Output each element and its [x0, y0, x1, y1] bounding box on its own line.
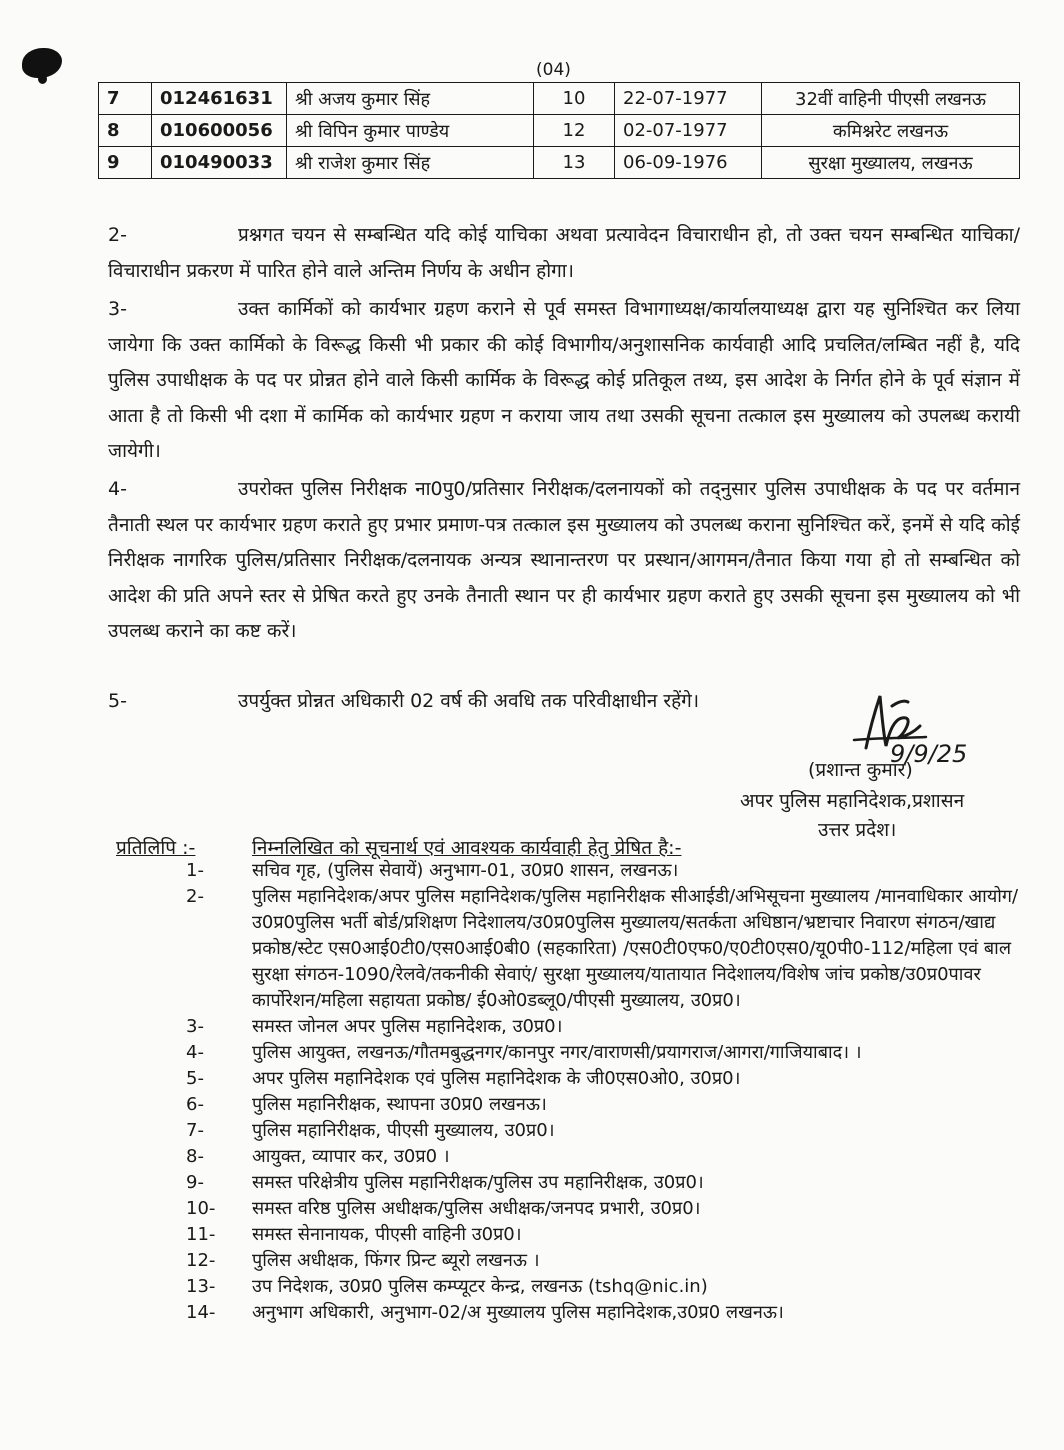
- list-item: [186, 1170, 1036, 1196]
- item-number: 10-: [186, 1198, 216, 1219]
- item-number: 7-: [186, 1120, 204, 1141]
- officer-table: [98, 82, 1020, 179]
- item-text: सचिव गृह, (पुलिस सेवायें) अनुभाग-01, उ0प्र0 शासन, लखनऊ।: [252, 860, 679, 881]
- list-item: [186, 1248, 1036, 1274]
- pno-number: 010490033: [152, 147, 287, 179]
- date-of-birth: 02-07-1977: [615, 115, 762, 147]
- table-row: [99, 147, 1020, 179]
- item-number: 8-: [186, 1146, 204, 1167]
- table-row: [99, 83, 1020, 115]
- list-item: [186, 1092, 1036, 1118]
- item-number: 4-: [186, 1042, 204, 1063]
- item-text: समस्त वरिष्ठ पुलिस अधीक्षक/पुलिस अधीक्षक/जनपद प्रभारी, उ0प्र0।: [252, 1198, 701, 1219]
- copy-intro: निम्नलिखित को सूचनार्थ एवं आवश्यक कार्यवाही हेतु प्रेषित है:-: [252, 837, 682, 859]
- posting-unit: 32वीं वाहिनी पीएसी लखनऊ: [762, 83, 1020, 115]
- paragraph-number: 5-: [108, 690, 127, 712]
- item-text: समस्त सेनानायक, पीएसी वाहिनी उ0प्र0।: [252, 1224, 522, 1245]
- serial-number: 7: [99, 83, 152, 115]
- item-number: 9-: [186, 1172, 204, 1193]
- item-text: समस्त जोनल अपर पुलिस महानिदेशक, उ0प्र0।: [252, 1016, 563, 1037]
- item-number: 5-: [186, 1068, 204, 1089]
- table-row: [99, 115, 1020, 147]
- copy-label: प्रतिलिपि :-: [116, 837, 196, 859]
- paragraph-3: [108, 292, 1020, 470]
- item-number: 6-: [186, 1094, 204, 1115]
- officer-name: श्री विपिन कुमार पाण्डेय: [287, 115, 534, 147]
- list-item: [186, 1066, 1036, 1092]
- item-number: 1-: [186, 860, 204, 881]
- item-number: 13-: [186, 1276, 216, 1297]
- page-number: (04): [536, 60, 571, 80]
- item-number: 2-: [186, 886, 204, 907]
- paragraph-number: 4-: [108, 478, 127, 500]
- signatory-name: (प्रशान्त कुमार): [808, 759, 913, 781]
- officer-name: श्री राजेश कुमार सिंह: [287, 147, 534, 179]
- item-number: 3-: [186, 1016, 204, 1037]
- item-text: पुलिस महानिरीक्षक, पीएसी मुख्यालय, उ0प्र0।: [252, 1120, 555, 1141]
- item-text: अपर पुलिस महानिदेशक एवं पुलिस महानिदेशक के जी0एस0ओ0, उ0प्र0।: [252, 1068, 741, 1089]
- posting-unit: सुरक्षा मुख्यालय, लखनऊ: [762, 147, 1020, 179]
- list-item: [186, 1040, 1036, 1066]
- paragraph-text: उक्त कार्मिकों को कार्यभार ग्रहण कराने से पूर्व समस्त विभागाध्यक्ष/कार्यालयाध्यक्ष द्वारा यह सुनिश्चित कर लिया जायेगा कि उक्त कार्मिको के विरूद्ध किसी भी प्रकार की कोई विभागीय/अनुशासनिक कार्यवाही आदि प्रचलित/लम्बित नहीं है, यदि पुलिस उपाधीक्षक के पद पर प्रोन्नत होने वाले किसी कार्मिक के विरूद्ध कोई प्रतिकूल तथ्य, इस आदेश के निर्गत होने के पूर्व संज्ञान में आता है तो किसी भी दशा में कार्मिक को कार्यभार ग्रहण न कराया जाय तथा उसकी सूचना तत्काल इस मुख्यालय को उपलब्ध करायी जायेगी।: [108, 298, 1020, 462]
- pno-number: 012461631: [152, 83, 287, 115]
- item-text: आयुक्त, व्यापार कर, उ0प्र0 ।: [252, 1146, 450, 1167]
- officer-name: श्री अजय कुमार सिंह: [287, 83, 534, 115]
- serial-number: 9: [99, 147, 152, 179]
- item-text: उप निदेशक, उ0प्र0 पुलिस कम्प्यूटर केन्द्र, लखनऊ (tshq@nic.in): [252, 1276, 708, 1297]
- list-item: [186, 858, 1036, 884]
- list-item: [186, 1300, 1036, 1326]
- pno-number: 010600056: [152, 115, 287, 147]
- posting-unit: कमिश्नरेट लखनऊ: [762, 115, 1020, 147]
- item-text: पुलिस महानिरीक्षक, स्थापना उ0प्र0 लखनऊ।: [252, 1094, 547, 1115]
- item-number: 11-: [186, 1224, 216, 1245]
- item-text: अनुभाग अधिकारी, अनुभाग-02/अ मुख्यालय पुलिस महानिदेशक,उ0प्र0 लखनऊ।: [252, 1302, 784, 1323]
- seniority-number: 10: [534, 83, 615, 115]
- list-item: [186, 1196, 1036, 1222]
- seniority-number: 12: [534, 115, 615, 147]
- item-number: 12-: [186, 1250, 216, 1271]
- list-item: [186, 1144, 1036, 1170]
- item-text: समस्त परिक्षेत्रीय पुलिस महानिरीक्षक/पुलिस उप महानिरीक्षक, उ0प्र0।: [252, 1172, 704, 1193]
- list-item: [186, 1222, 1036, 1248]
- item-text: पुलिस अधीक्षक, फिंगर प्रिन्ट ब्यूरो लखनऊ ।: [252, 1250, 540, 1271]
- signatory-designation: अपर पुलिस महानिदेशक,प्रशासन: [740, 790, 965, 812]
- copy-list: [186, 858, 1036, 1326]
- paragraph-4: [108, 472, 1020, 650]
- seniority-number: 13: [534, 147, 615, 179]
- paragraph-number: 2-: [108, 224, 127, 246]
- date-of-birth: 22-07-1977: [615, 83, 762, 115]
- signatory-state: उत्तर प्रदेश।: [818, 819, 897, 841]
- list-item: [186, 1014, 1036, 1040]
- date-of-birth: 06-09-1976: [615, 147, 762, 179]
- list-item: [186, 1274, 1036, 1300]
- paragraph-text: उपर्युक्त प्रोन्नत अधिकारी 02 वर्ष की अवधि तक परिवीक्षाधीन रहेंगे।: [238, 690, 700, 712]
- paragraph-number: 3-: [108, 298, 127, 320]
- item-number: 14-: [186, 1302, 216, 1323]
- paragraph-text: प्रश्नगत चयन से सम्बन्धित यदि कोई याचिका अथवा प्रत्यावेदन विचाराधीन हो, तो उक्त चयन सम्बन्धित याचिका/विचाराधीन प्रकरण में पारित होने वाले अन्तिम निर्णय के अधीन होगा।: [108, 224, 1020, 282]
- list-item: [186, 1118, 1036, 1144]
- signature-date: 9/9/25: [890, 740, 968, 768]
- serial-number: 8: [99, 115, 152, 147]
- item-text: पुलिस महानिदेशक/अपर पुलिस महानिदेशक/पुलिस महानिरीक्षक सीआईडी/अभिसूचना मुख्यालय /मानवाधिकार आयोग/उ0प्र0पुलिस भर्ती बोर्ड/प्रशिक्षण निदेशालय/उ0प्र0पुलिस मुख्यालय/सतर्कता अधिष्ठान/भ्रष्टाचार निवारण संगठन/खाद्य प्रकोष्ठ/स्टेट एस0आई0टी0/एस0आई0बी0 (सहकारिता) /एस0टी0एफ0/ए0टी0एस0/यू0पी0-112/महिला एवं बाल सुरक्षा संगठन-1090/रेलवे/तकनीकी सेवाएं/ सुरक्षा मुख्यालय/यातायात निदेशालय/विशेष जांच प्रकोष्ठ/उ0प्र0पावर कार्पोरेशन/महिला सहायता प्रकोष्ठ/ ई0ओ0डब्लू0/पीएसी मुख्यालय, उ0प्र0।: [252, 886, 1019, 1011]
- paragraph-text: उपरोक्त पुलिस निरीक्षक ना0पु0/प्रतिसार निरीक्षक/दलनायकों को तद्नुसार पुलिस उपाधीक्षक के पद पर वर्तमान तैनाती स्थल पर कार्यभार ग्रहण कराते हुए प्रभार प्रमाण-पत्र तत्काल इस मुख्यालय को उपलब्ध कराना सुनिश्चित करें, इनमें से यदि कोई निरीक्षक नागरिक पुलिस/प्रतिसार निरीक्षक/दलनायक अन्यत्र स्थानान्तरण पर प्रस्थान/आगमन/तैनात किया गया हो तो सम्बन्धित को आदेश की प्रति अपने स्तर से प्रेषित करते हुए उनके तैनाती स्थान पर ही कार्यभार ग्रहण कराते हुए उसकी सूचना इस मुख्यालय को भी उपलब्ध कराने का कष्ट करें।: [108, 478, 1020, 642]
- item-text: पुलिस आयुक्त, लखनऊ/गौतमबुद्धनगर/कानपुर नगर/वाराणसी/प्रयागराज/आगरा/गाजियाबाद। ।: [252, 1042, 862, 1063]
- paragraph-2: [108, 218, 1020, 289]
- ink-blot-drop: [38, 74, 47, 84]
- list-item: [186, 884, 1036, 1014]
